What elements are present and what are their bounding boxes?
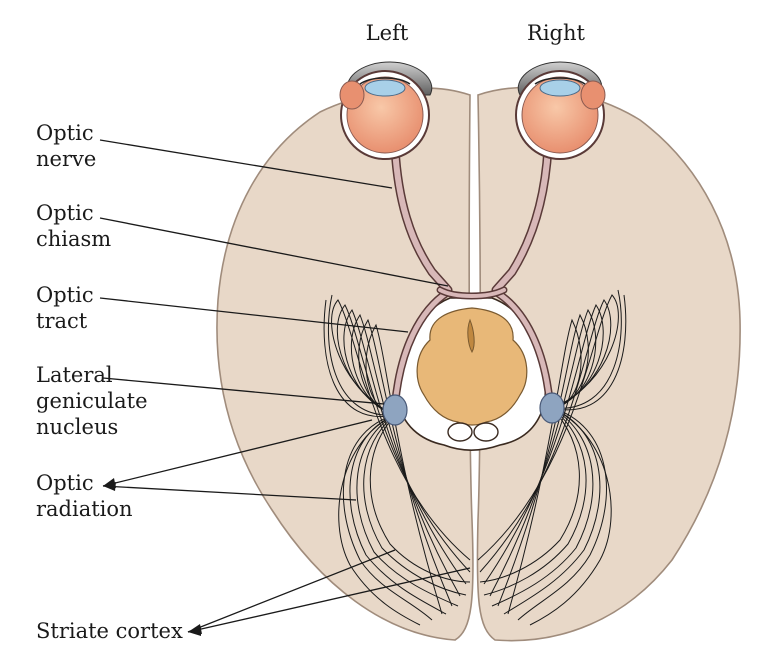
label-lgn-line1: Lateral — [36, 363, 113, 387]
label-optic-tract-line1: Optic — [36, 283, 94, 307]
label-optic-nerve-line1: Optic — [36, 121, 94, 145]
label-optic-tract-line2: tract — [36, 309, 88, 333]
lgn-left — [383, 395, 407, 425]
label-lgn-line3: nucleus — [36, 415, 119, 439]
colliculus-left — [448, 423, 472, 441]
label-optic-nerve-line2: nerve — [36, 147, 97, 171]
label-striate-cortex: Striate cortex — [36, 619, 183, 643]
label-optic-radiation-line2: radiation — [36, 497, 133, 521]
eye-left — [340, 62, 432, 159]
label-lgn-line2: geniculate — [36, 389, 148, 413]
right-side-label: Right — [527, 21, 585, 45]
label-optic-chiasm-line1: Optic — [36, 201, 94, 225]
label-optic-radiation-line1: Optic — [36, 471, 94, 495]
colliculus-right — [474, 423, 498, 441]
lgn-right — [540, 393, 564, 423]
eye-right — [516, 62, 605, 159]
left-side-label: Left — [365, 21, 409, 45]
label-optic-chiasm-line2: chiasm — [36, 227, 112, 251]
